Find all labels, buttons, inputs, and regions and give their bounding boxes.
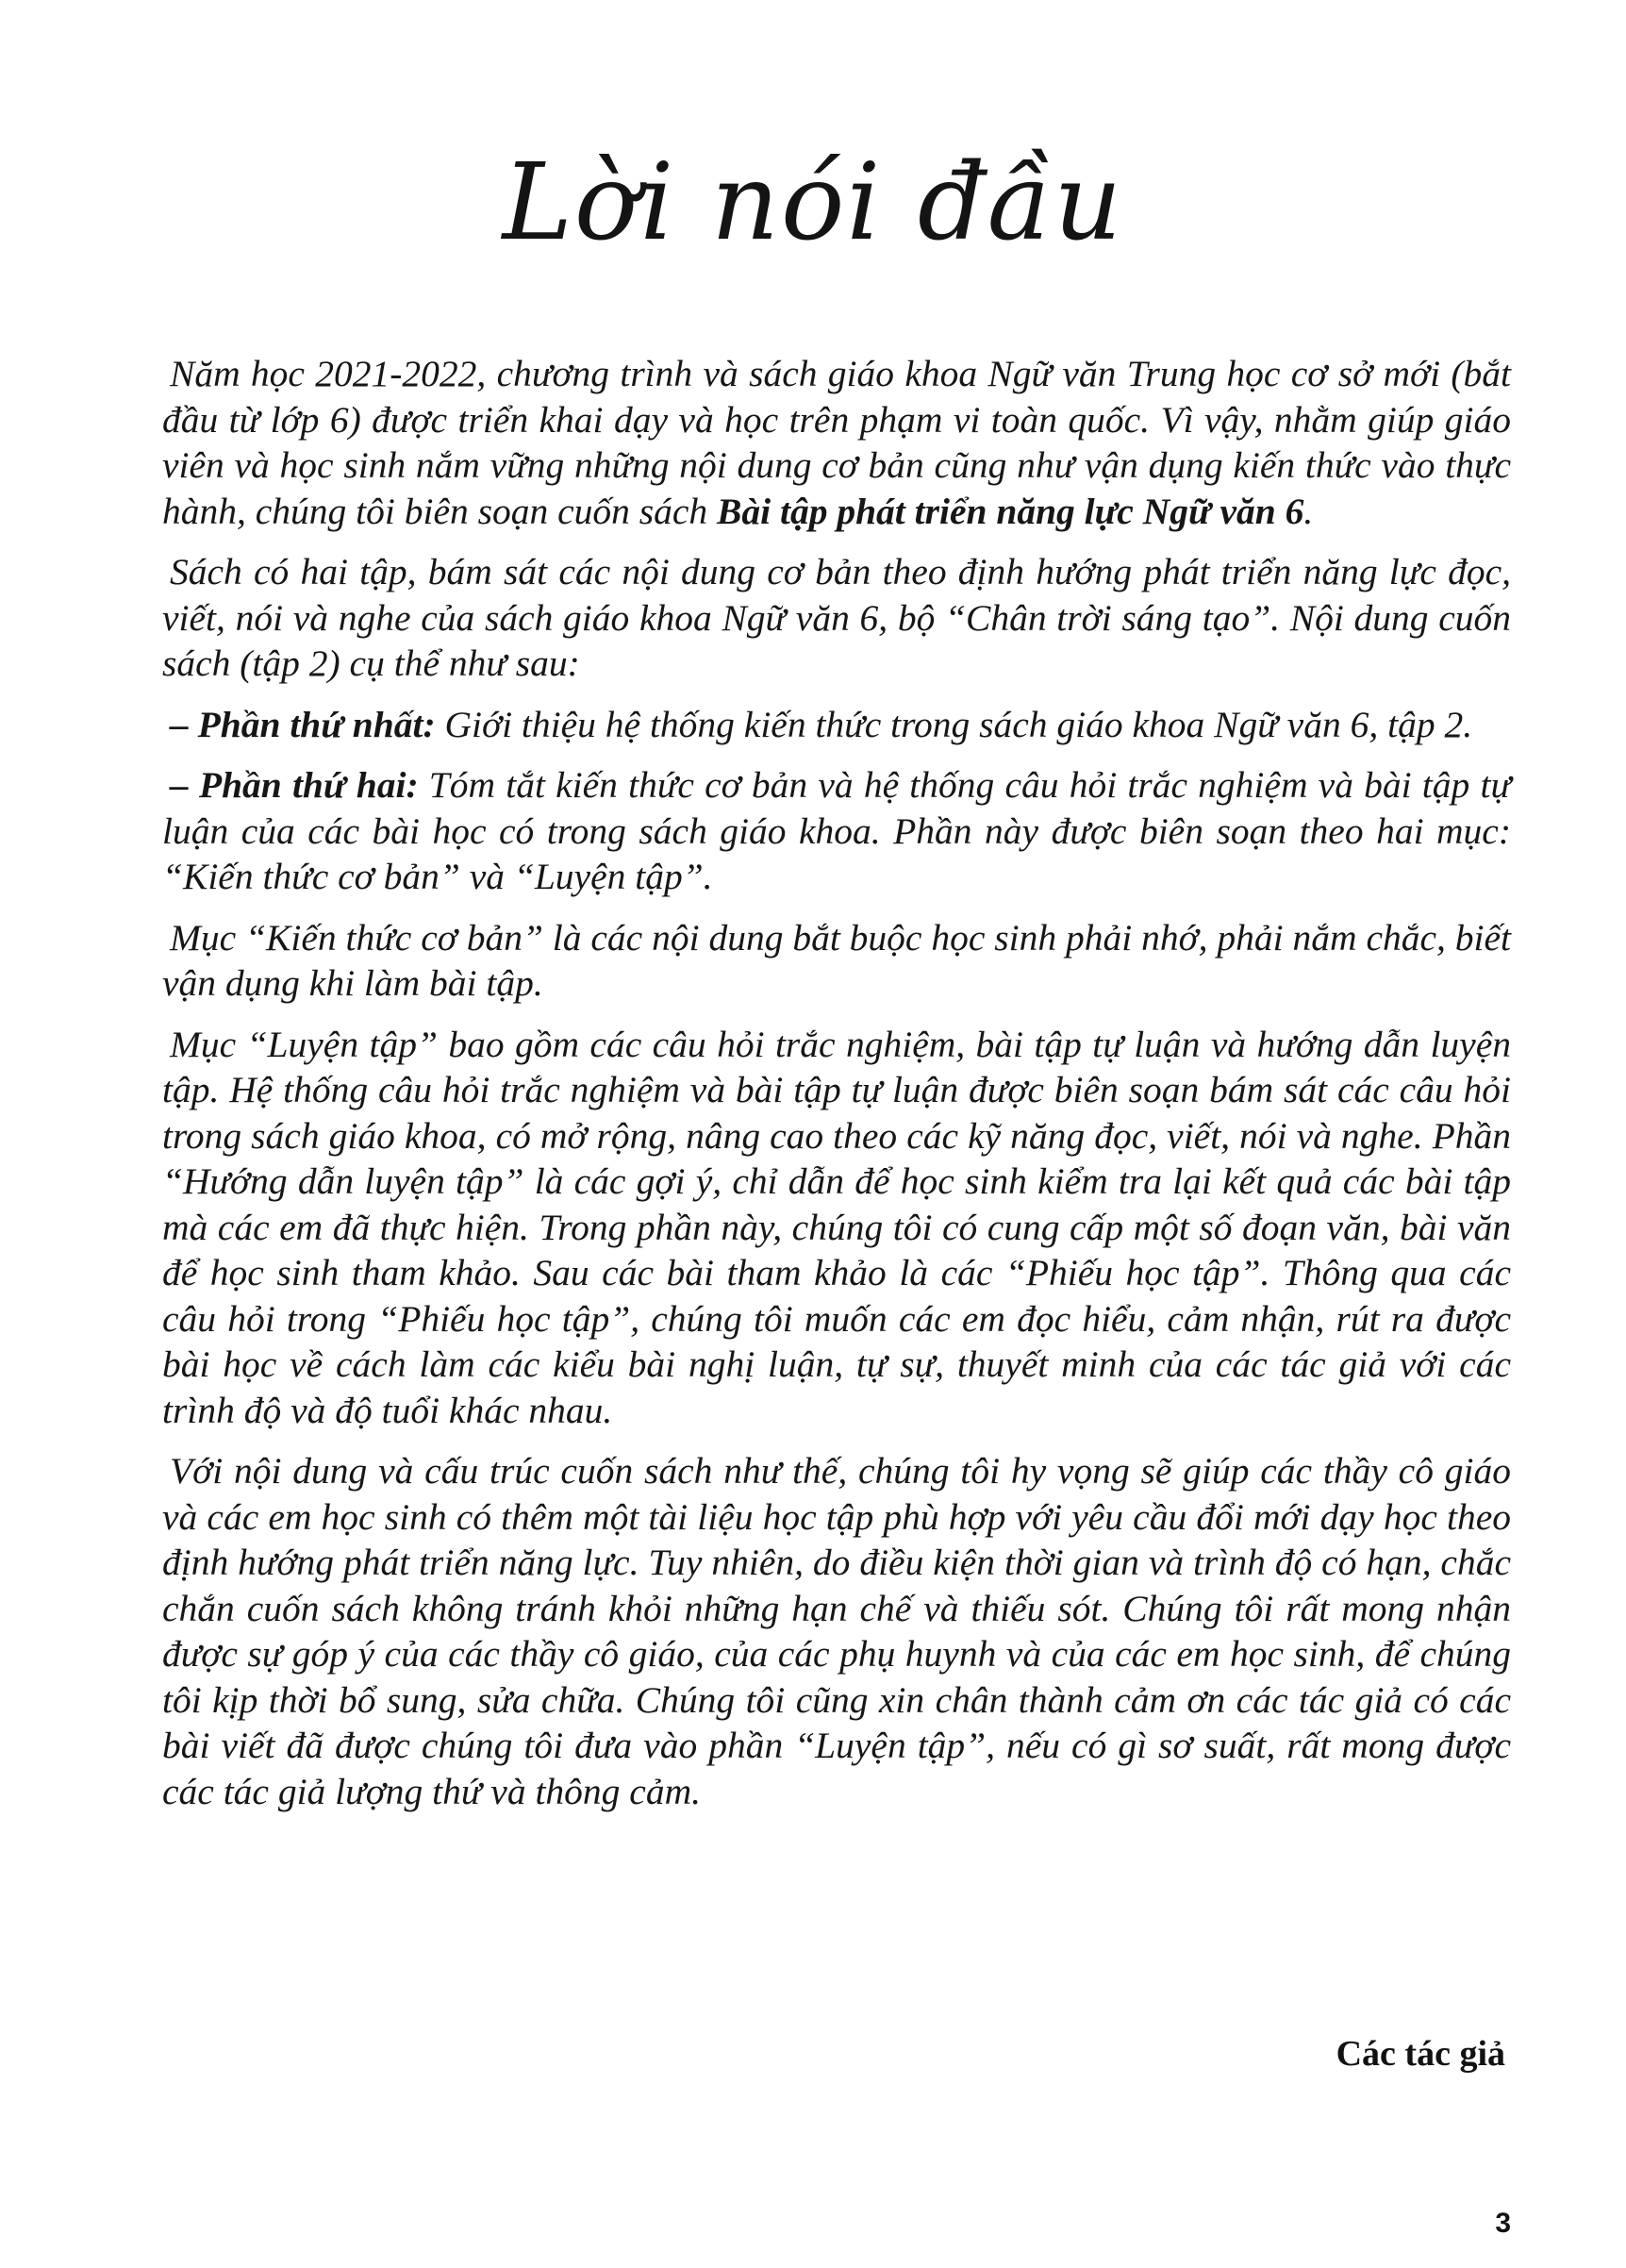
paragraph-part-two <box>162 762 1511 900</box>
paragraph-1-text: Năm học 2021-2022, chương trình và sách giáo khoa Ngữ văn Trung học cơ sở mới (bắt đầu từ lớp 6) được triển khai dạy và học trên phạm vi toàn quốc. Vì vậy, nhằm giúp giáo viên và học sinh nắm vững những nội dung cơ bản cũng như vận dụng kiến thức vào thực hành, chúng tôi biên soạn cuốn sách <box>162 353 1511 532</box>
signature-authors: Các tác giả <box>1336 2034 1505 2074</box>
paragraph-closing: Với nội dung và cấu trúc cuốn sách như thế, chúng tôi hy vọng sẽ giúp các thầy cô giáo và các em học sinh có thêm một tài liệu học tập phù hợp với yêu cầu đổi mới dạy học theo định hướng phát triển năng lực. Tuy nhiên, do điều kiện thời gian và trình độ có hạn, chắc chắn cuốn sách không tránh khỏi những hạn chế và thiếu sót. Chúng tôi rất mong nhận được sự góp ý của các thầy cô giáo, của các phụ huynh và của các em học sinh, để chúng tôi kịp thời bổ sung, sửa chữa. Chúng tôi cũng xin chân thành cảm ơn các tác giả có các bài viết đã được chúng tôi đưa vào phần “Luyện tập”, nếu có gì sơ suất, rất mong được các tác giả lượng thứ và thông cảm. <box>162 1450 1511 1812</box>
paragraph-1 <box>162 351 1511 534</box>
part-two-label: – Phần thứ hai: <box>170 764 419 806</box>
page-title: Lời nói đầu <box>502 142 1124 264</box>
paragraph-2: Sách có hai tập, bám sát các nội dung cơ bản theo định hướng phát triển năng lực đọc, viết, nói và nghe của sách giáo khoa Ngữ văn 6, bộ “Chân trời sáng tạo”. Nội dung cuốn sách (tập 2) cụ thể như sau: <box>162 551 1511 684</box>
part-one-label: – Phần thứ nhất: <box>170 703 436 745</box>
paragraph-practice: Mục “Luyện tập” bao gồm các câu hỏi trắc nghiệm, bài tập tự luận và hướng dẫn luyện tập. Hệ thống câu hỏi trắc nghiệm và bài tập tự luận được biên soạn bám sát các câu hỏi trong sách giáo khoa, có mở rộng, nâng cao theo các kỹ năng đọc, viết, nói và nghe. Phần “Hướng dẫn luyện tập” là các gợi ý, chỉ dẫn để học sinh kiểm tra lại kết quả các bài tập mà các em đã thực hiện. Trong phần này, chúng tôi có cung cấp một số đoạn văn, bài văn để học sinh tham khảo. Sau các bài tham khảo là các “Phiếu học tập”. Thông qua các câu hỏi trong “Phiếu học tập”, chúng tôi muốn các em đọc hiểu, cảm nhận, rút ra được bài học về cách làm các kiểu bài nghị luận, tự sự, thuyết minh của các tác giả với các trình độ và độ tuổi khác nhau. <box>162 1023 1511 1431</box>
book-title-emphasis: Bài tập phát triển năng lực Ngữ văn 6 <box>717 490 1304 532</box>
part-two-text: Tóm tắt kiến thức cơ bản và hệ thống câu hỏi trắc nghiệm và bài tập tự luận của các bài học có trong sách giáo khoa. Phần này được biên soạn theo hai mục: “Kiến thức cơ bản” và “Luyện tập”. <box>162 764 1511 897</box>
preface-body <box>162 351 1511 1814</box>
page-number: 3 <box>1495 2208 1511 2239</box>
paragraph-part-one <box>162 702 1511 748</box>
paragraph-1-end: . <box>1303 490 1314 532</box>
part-one-text: Giới thiệu hệ thống kiến thức trong sách giáo khoa Ngữ văn 6, tập 2. <box>435 703 1473 745</box>
paragraph-basic-knowledge: Mục “Kiến thức cơ bản” là các nội dung bắt buộc học sinh phải nhớ, phải nắm chắc, biết vận dụng khi làm bài tập. <box>162 916 1511 1004</box>
